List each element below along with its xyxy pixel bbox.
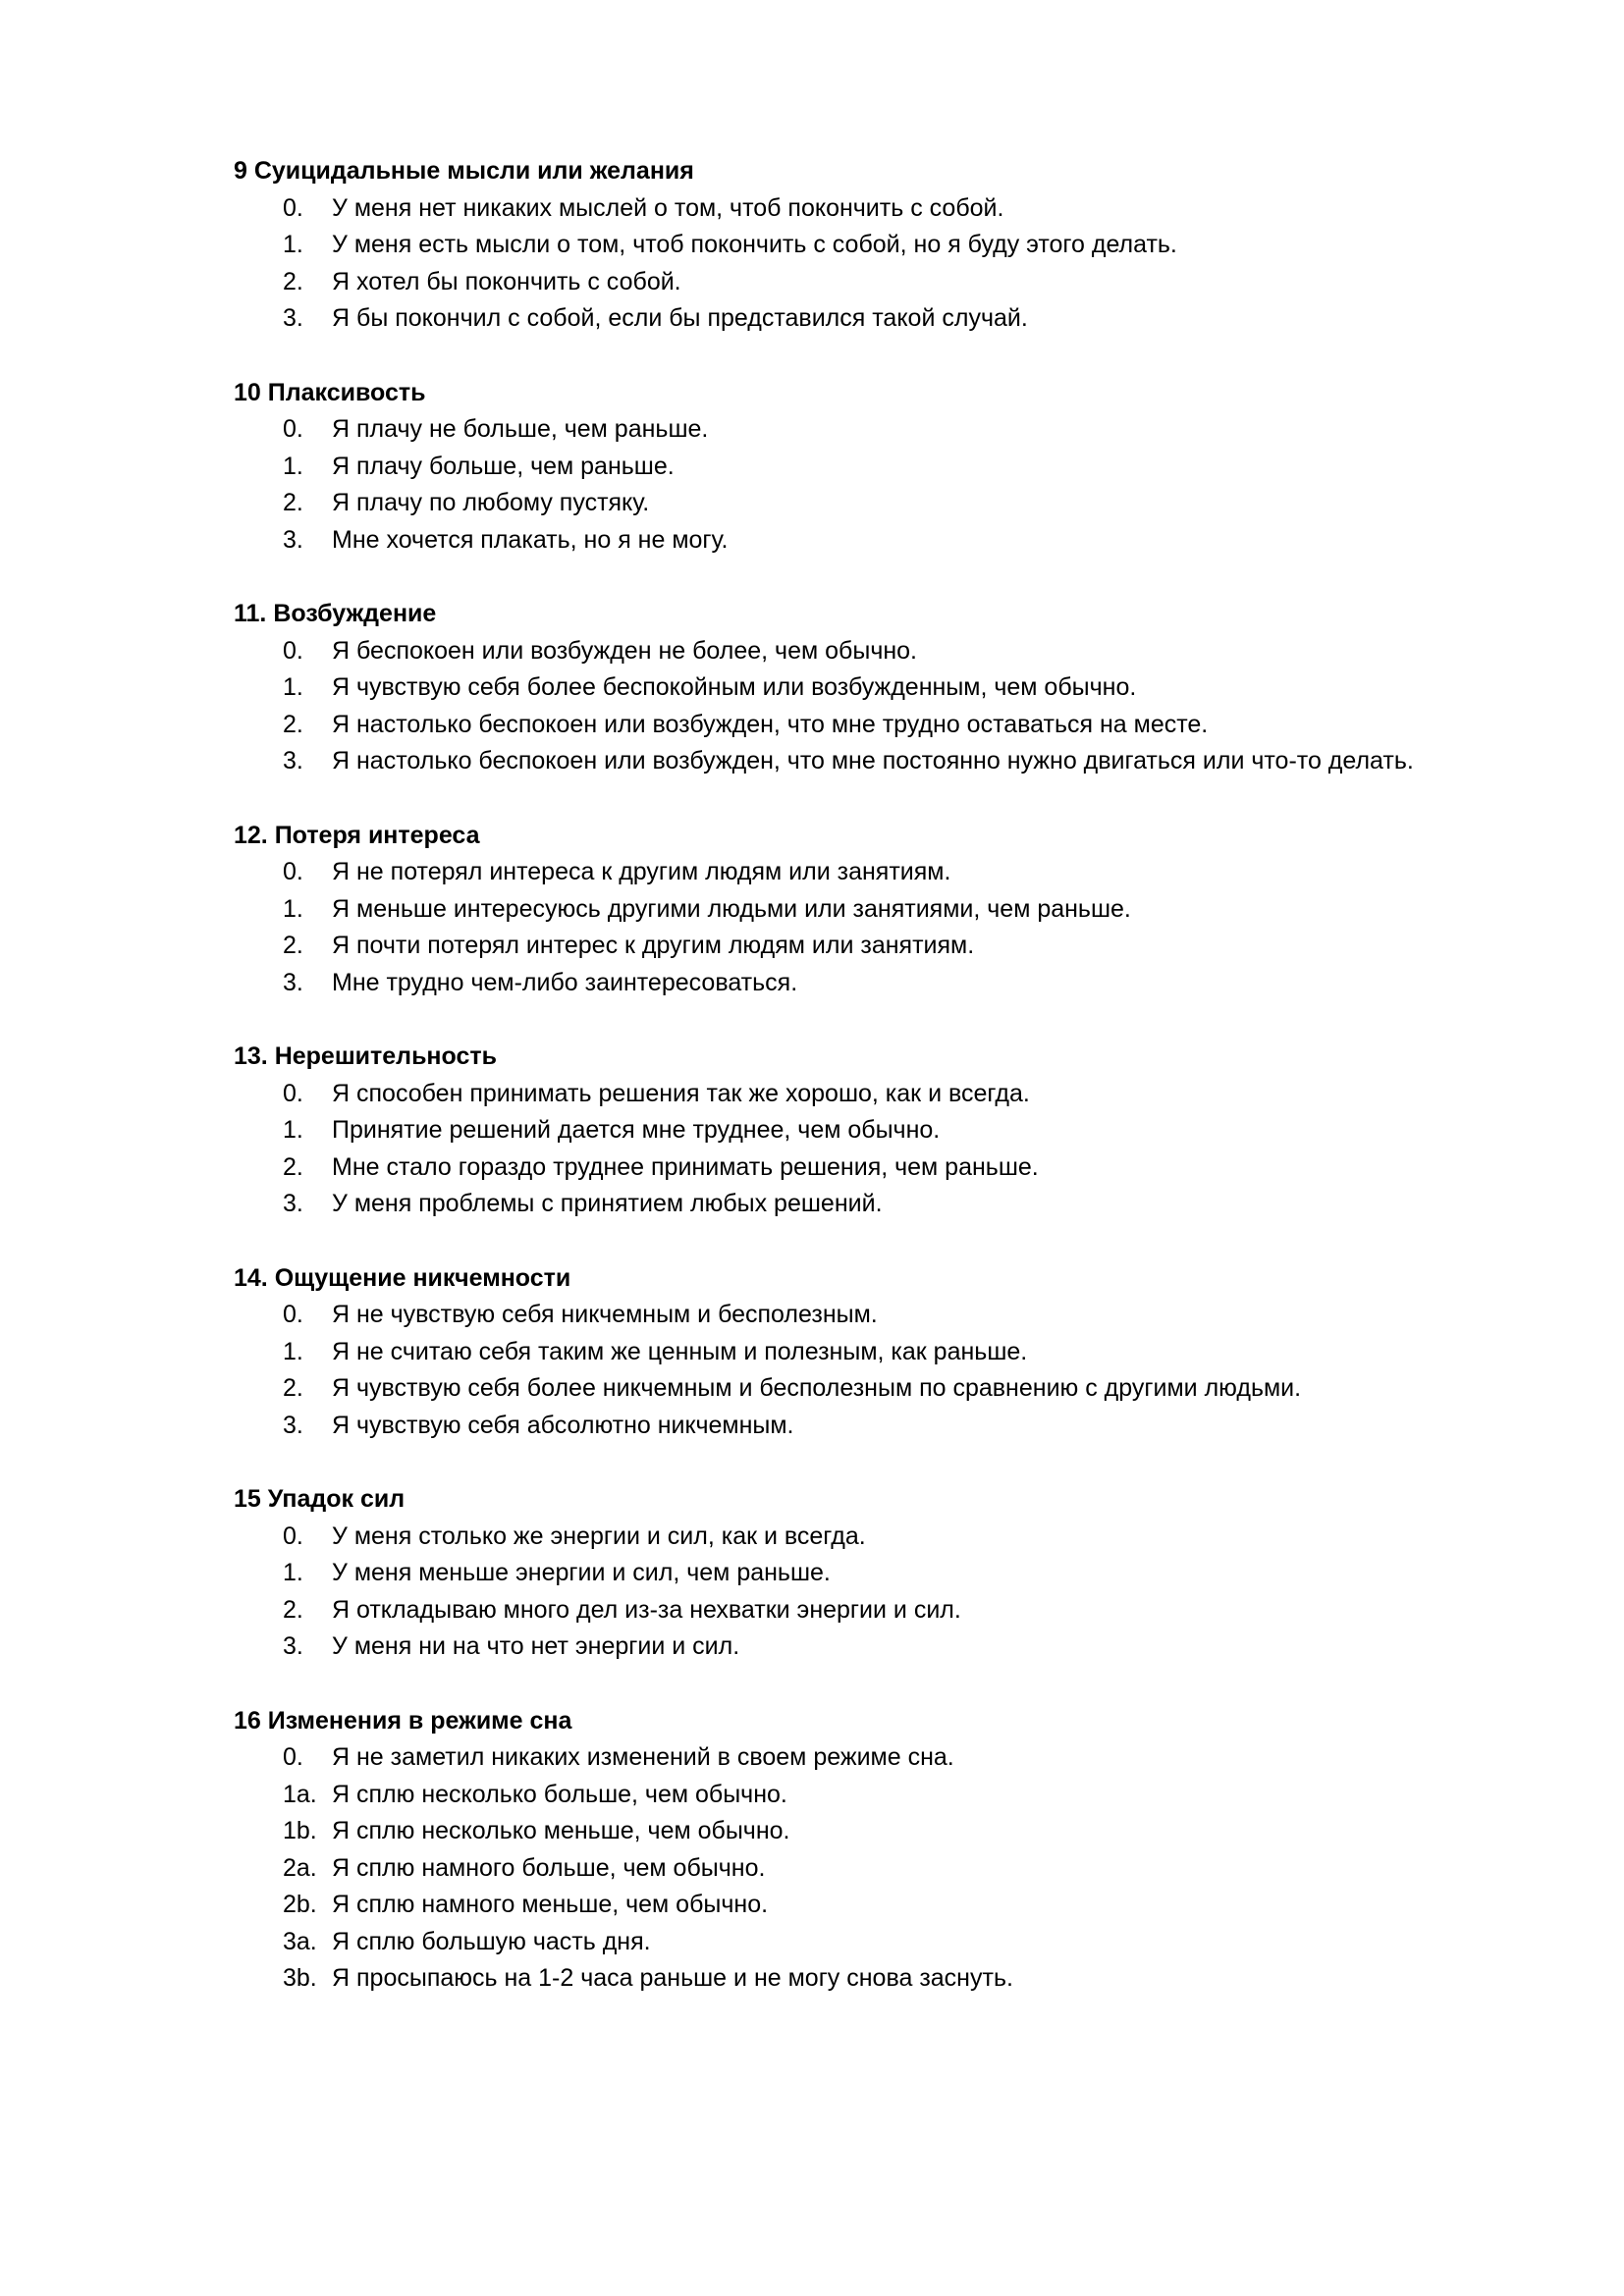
option-number: 2. (283, 267, 303, 295)
option-text: Я плачу больше, чем раньше. (332, 452, 675, 480)
option-text: Я плачу по любому пустяку. (332, 489, 650, 516)
option-number: 1. (283, 231, 303, 258)
answer-option (234, 1777, 1471, 1814)
answer-option (234, 1887, 1471, 1924)
option-text: Я сплю большую часть дня. (332, 1927, 651, 1955)
question-section (234, 1703, 1471, 1998)
option-text: Я не потерял интереса к другим людям или занятиям. (332, 858, 951, 885)
option-text: Я беспокоен или возбужден не более, чем обычно. (332, 636, 917, 665)
option-number: 0. (283, 1743, 303, 1771)
section-title: 14. Ощущение никчемности (234, 1263, 571, 1292)
option-number: 3. (283, 747, 303, 774)
answer-option (234, 707, 1471, 744)
option-number: 2. (283, 1374, 303, 1402)
answer-option (234, 928, 1471, 965)
option-number: 0. (283, 415, 303, 443)
option-number: 0. (283, 1522, 303, 1550)
option-number: 3a. (283, 1927, 317, 1955)
option-text: Я сплю несколько меньше, чем обычно. (332, 1817, 790, 1844)
option-text: У меня ни на что нет энергии и сил. (332, 1632, 740, 1660)
option-number: 3. (283, 968, 303, 996)
answer-option (234, 633, 1471, 670)
answer-option (234, 669, 1471, 707)
option-number: 3. (283, 1190, 303, 1217)
answer-option (234, 1149, 1471, 1187)
option-text: У меня есть мысли о том, чтоб покончить с собой, но я буду этого делать. (332, 231, 1177, 258)
option-number: 3. (283, 525, 303, 554)
answer-option (234, 1813, 1471, 1850)
answer-option (234, 1408, 1471, 1445)
answer-option (234, 522, 1471, 560)
section-title: 10 Плаксивость (234, 378, 426, 406)
option-number: 3. (283, 304, 303, 332)
answer-option (234, 300, 1471, 338)
option-number: 0. (283, 636, 303, 665)
option-number: 0. (283, 1301, 303, 1328)
section-title: 16 Изменения в режиме сна (234, 1706, 572, 1735)
answer-option (234, 264, 1471, 301)
option-text: У меня столько же энергии и сил, как и всегда. (332, 1522, 866, 1550)
section-title: 11. Возбуждение (234, 600, 437, 627)
question-section (234, 1260, 1471, 1445)
answer-option (234, 485, 1471, 522)
option-text: Я чувствую себя более никчемным и бесполезным по сравнению с другими людьми. (332, 1374, 1302, 1402)
option-number: 1. (283, 1559, 303, 1586)
option-number: 2. (283, 1152, 303, 1181)
option-number: 1. (283, 1116, 303, 1144)
answer-option (234, 1960, 1471, 1998)
answer-option (234, 854, 1471, 891)
option-text: Я бы покончил с собой, если бы представился такой случай. (332, 304, 1028, 332)
option-number: 3b. (283, 1964, 317, 1992)
answer-option (234, 1850, 1471, 1888)
option-text: Я не чувствую себя никчемным и бесполезным. (332, 1301, 878, 1328)
option-number: 2. (283, 1595, 303, 1624)
option-text: Я почти потерял интерес к другим людям или занятиям. (332, 932, 975, 959)
section-title: 13. Нерешительность (234, 1042, 497, 1070)
answer-option (234, 449, 1471, 486)
answer-option (234, 891, 1471, 929)
answer-option (234, 965, 1471, 1002)
option-text: Я чувствую себя более беспокойным или возбужденным, чем обычно. (332, 673, 1137, 701)
answer-option (234, 1334, 1471, 1371)
option-text: Я настолько беспокоен или возбужден, что мне трудно оставаться на месте. (332, 710, 1209, 738)
answer-option (234, 227, 1471, 264)
option-text: У меня меньше энергии и сил, чем раньше. (332, 1559, 831, 1586)
option-text: Я хотел бы покончить с собой. (332, 267, 681, 295)
option-text: Я просыпаюсь на 1-2 часа раньше и не могу снова заснуть. (332, 1964, 1013, 1992)
answer-option (234, 1924, 1471, 1961)
question-section (234, 818, 1471, 1002)
option-text: У меня нет никаких мыслей о том, чтоб покончить с собой. (332, 193, 1004, 222)
question-section (234, 1481, 1471, 1666)
option-number: 3. (283, 1632, 303, 1660)
option-text: Я настолько беспокоен или возбужден, что мне постоянно нужно двигаться или что-то делать. (332, 747, 1414, 774)
option-number: 1. (283, 673, 303, 701)
option-text: Я плачу не больше, чем раньше. (332, 415, 709, 443)
option-text: Мне хочется плакать, но я не могу. (332, 525, 729, 554)
question-section (234, 375, 1471, 560)
option-text: Мне трудно чем-либо заинтересоваться. (332, 968, 798, 996)
option-text: Я не считаю себя таким же ценным и полезным, как раньше. (332, 1337, 1028, 1365)
option-text: Я сплю намного меньше, чем обычно. (332, 1891, 769, 1918)
option-number: 0. (283, 193, 303, 222)
option-text: У меня проблемы с принятием любых решений. (332, 1190, 883, 1217)
answer-option (234, 1112, 1471, 1149)
option-number: 2. (283, 710, 303, 738)
answer-option (234, 1370, 1471, 1408)
option-number: 1. (283, 1337, 303, 1365)
option-number: 1. (283, 894, 303, 923)
document-page (234, 153, 1471, 2035)
answer-option (234, 1592, 1471, 1629)
answer-option (234, 1629, 1471, 1666)
option-text: Я не заметил никаких изменений в своем режиме сна. (332, 1743, 954, 1771)
option-number: 1b. (283, 1817, 317, 1844)
option-text: Я сплю намного больше, чем обычно. (332, 1853, 766, 1882)
answer-option (234, 190, 1471, 228)
option-number: 1. (283, 452, 303, 480)
question-section (234, 153, 1471, 338)
question-section (234, 596, 1471, 780)
option-text: Принятие решений дается мне труднее, чем обычно. (332, 1116, 941, 1144)
answer-option (234, 1555, 1471, 1592)
option-number: 2b. (283, 1891, 317, 1918)
option-number: 0. (283, 858, 303, 885)
option-text: Я меньше интересуюсь другими людьми или занятиями, чем раньше. (332, 894, 1131, 923)
option-number: 3. (283, 1411, 303, 1439)
option-text: Я способен принимать решения так же хорошо, как и всегда. (332, 1079, 1030, 1107)
option-text: Я чувствую себя абсолютно никчемным. (332, 1411, 794, 1439)
answer-option (234, 1739, 1471, 1777)
answer-option (234, 411, 1471, 449)
section-title: 12. Потеря интереса (234, 821, 480, 849)
option-text: Я откладываю много дел из-за нехватки энергии и сил. (332, 1595, 961, 1624)
answer-option (234, 743, 1471, 780)
section-title: 15 Упадок сил (234, 1485, 406, 1513)
option-number: 2. (283, 932, 303, 959)
answer-option (234, 1076, 1471, 1113)
answer-option (234, 1297, 1471, 1334)
option-number: 0. (283, 1079, 303, 1107)
option-text: Я сплю несколько больше, чем обычно. (332, 1780, 787, 1808)
section-title: 9 Суицидальные мысли или желания (234, 157, 694, 185)
question-section (234, 1039, 1471, 1223)
option-text: Мне стало гораздо труднее принимать решения, чем раньше. (332, 1152, 1039, 1181)
answer-option (234, 1186, 1471, 1223)
option-number: 1a. (283, 1780, 317, 1808)
option-number: 2. (283, 489, 303, 516)
option-number: 2a. (283, 1853, 317, 1882)
answer-option (234, 1519, 1471, 1556)
